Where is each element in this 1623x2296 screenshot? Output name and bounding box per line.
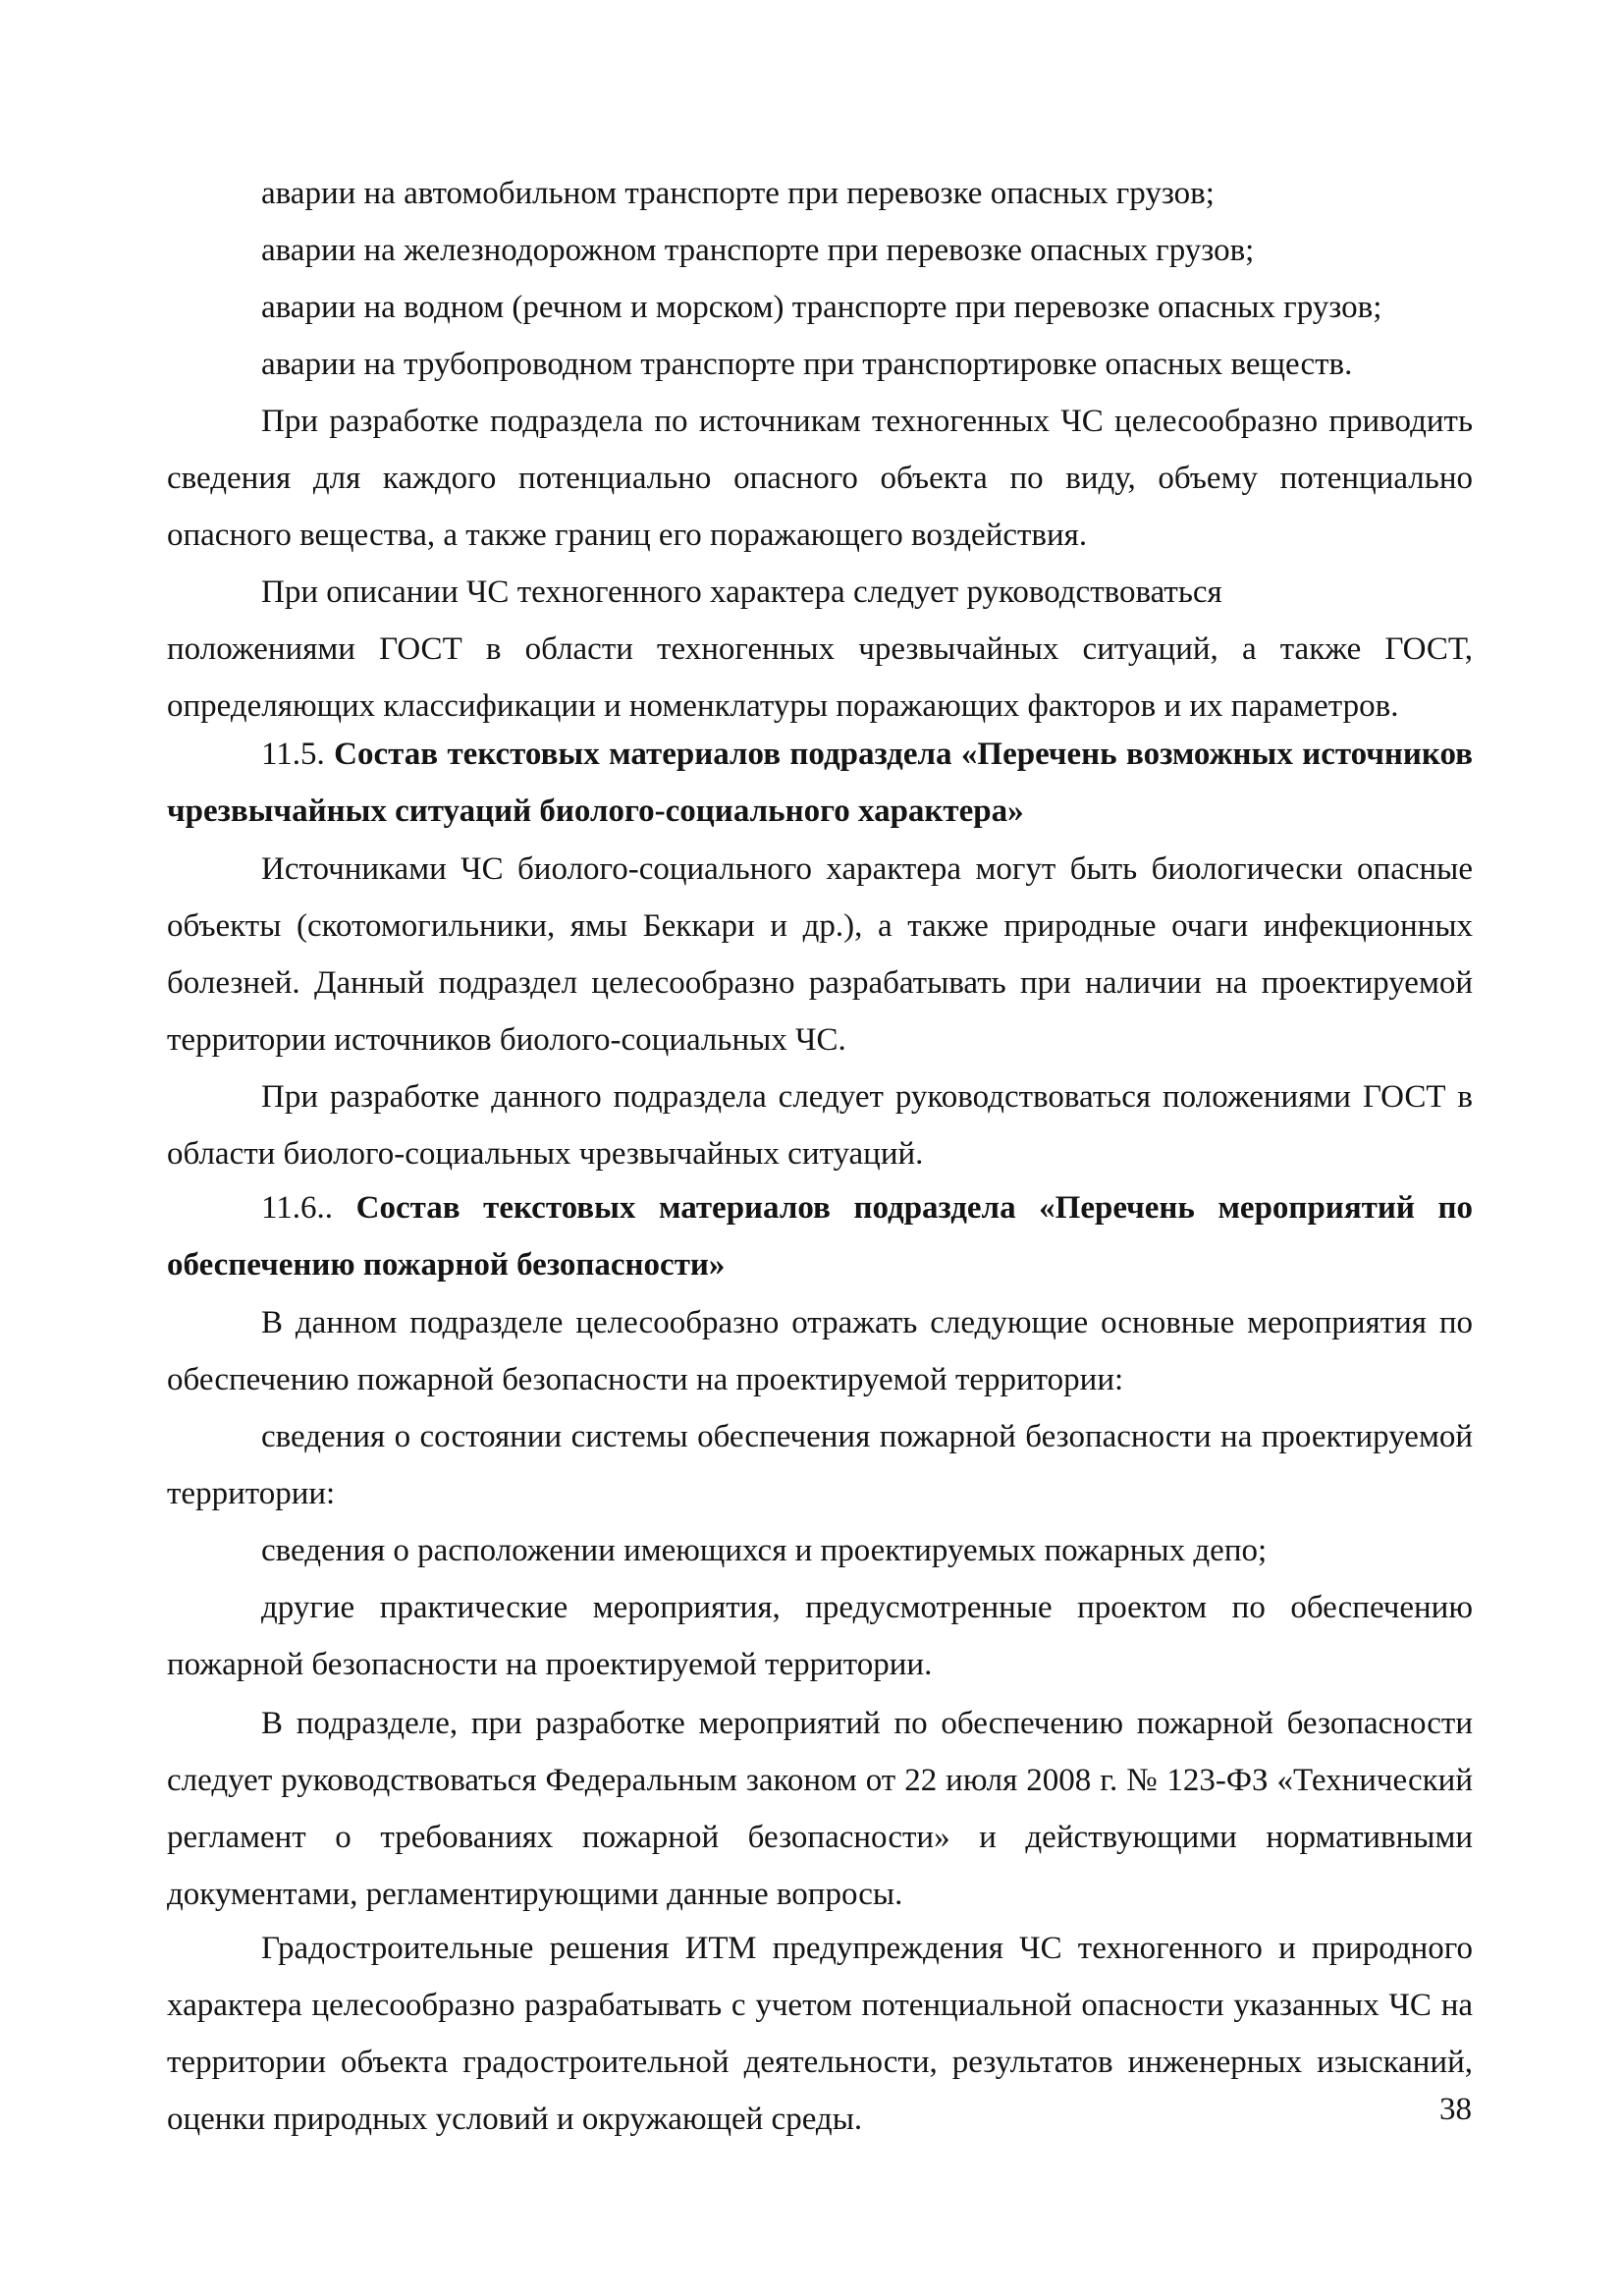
section-title: Состав текстовых материалов подраздела «Перечень мероприятий по обеспечению пожарной безопасности» <box>167 1190 1474 1283</box>
list-item-pipeline-accidents: аварии на трубопроводном транспорте при транспортировке опасных веществ. <box>261 347 1353 382</box>
list-item-fire-depots: сведения о расположении имеющихся и проектируемых пожарных депо; <box>261 1533 1268 1568</box>
paragraph-bio-social-sources: Источниками ЧС биолого-социального характера могут быть биологически опасные объекты (скотомогильники, ямы Беккари и др.), а также природные очаги инфекционных болезней. Данный подраздел целесообразно разрабатывать при наличии на проектируемой территории источников биолого-социальных ЧС. <box>167 851 1473 1058</box>
paragraph-urban-planning: Градостроительные решения ИТМ предупреждения ЧС техногенного и природного характера целесообразно разрабатывать с учетом потенциальной опасности указанных ЧС на территории объекта градостроительной деятельности, результатов инженерных изысканий, оценки природных условий и окружающей среды. <box>167 1931 1473 2137</box>
page-number: 38 <box>1439 2092 1472 2127</box>
paragraph-bio-social-gost: При разработке данного подраздела следует руководствоваться положениями ГОСТ в области биолого-социальных чрезвычайных ситуаций. <box>167 1079 1473 1172</box>
section-heading-11-5 <box>167 726 1473 840</box>
paragraph-technogenic-description: При описании ЧС техногенного характера следует руководствоваться <box>261 574 1222 610</box>
paragraph-gost-provisions: положениями ГОСТ в области техногенных чрезвычайных ситуаций, а также ГОСТ, определяющих классификации и номенклатуры поражающих факторов и их параметров. <box>167 631 1473 724</box>
paragraph-federal-law: В подразделе, при разработке мероприятий по обеспечению пожарной безопасности следует руководствоваться Федеральным законом от 22 июля 2008 г. № 123-ФЗ «Технический регламент о требованиях пожарной безопасности» и действующими нормативными документами, регламентирующими данные вопросы. <box>167 1706 1473 1912</box>
section-title: Состав текстовых материалов подраздела «Перечень возможных источников чрезвычайных ситуаций биолого-социального характера» <box>167 737 1473 829</box>
paragraph-technogenic-sources: При разработке подраздела по источникам техногенных ЧС целесообразно приводить сведения для каждого потенциально опасного объекта по виду, объему потенциально опасного вещества, а также границ его поражающего воздействия. <box>167 404 1473 553</box>
list-item-road-accidents: аварии на автомобильном транспорте при перевозке опасных грузов; <box>261 176 1215 211</box>
list-item-rail-accidents: аварии на железнодорожном транспорте при перевозке опасных грузов; <box>261 233 1255 268</box>
section-heading-11-6 <box>167 1179 1473 1293</box>
paragraph-fire-safety-measures: В данном подразделе целесообразно отражать следующие основные мероприятия по обеспечению пожарной безопасности на проектируемой территории: <box>167 1305 1473 1397</box>
list-item-fire-system-state: сведения о состоянии системы обеспечения пожарной безопасности на проектируемой территории: <box>167 1419 1473 1511</box>
list-item-water-accidents: аварии на водном (речном и морском) транспорте при перевозке опасных грузов; <box>261 290 1382 325</box>
section-number: 11.5. <box>261 737 325 772</box>
list-item-other-measures: другие практические мероприятия, предусмотренные проектом по обеспечению пожарной безопасности на проектируемой территории. <box>167 1590 1473 1682</box>
section-number: 11.6.. <box>261 1190 334 1226</box>
